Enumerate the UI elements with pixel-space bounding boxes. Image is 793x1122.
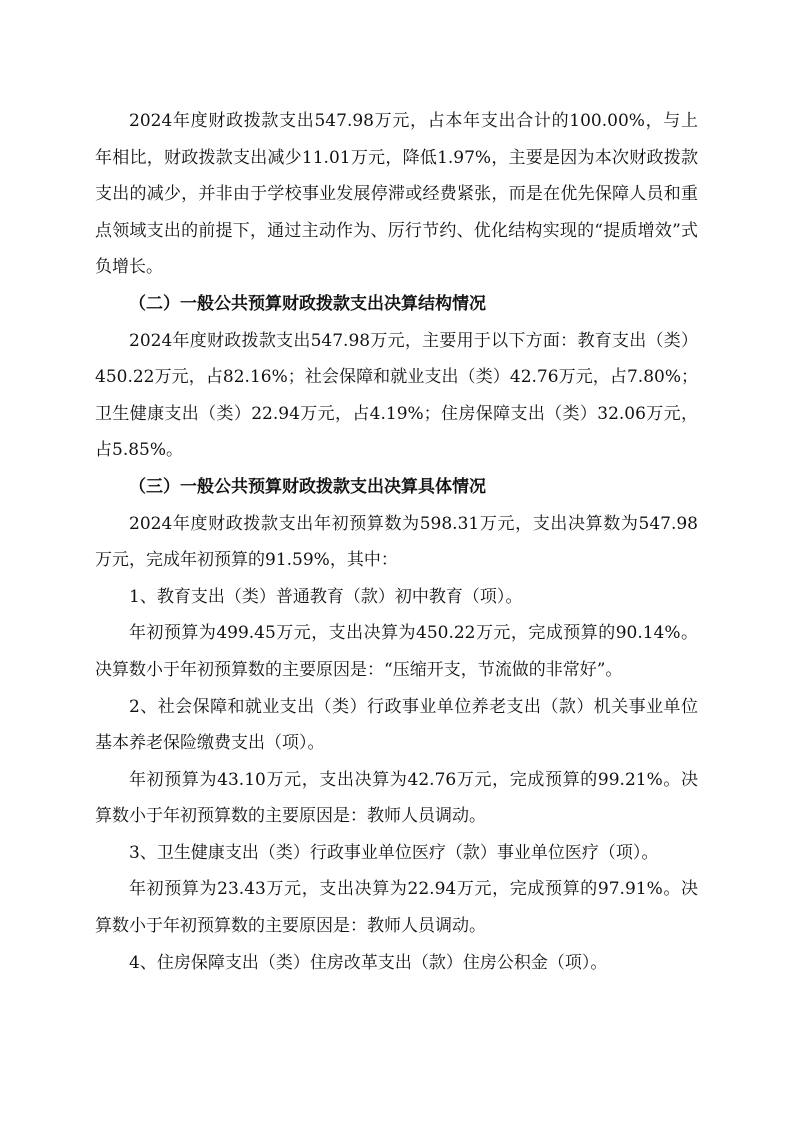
item-3-detail: 年初预算为23.43万元，支出决算为22.94万元，完成预算的97.91%。决算数小于年初预算数的主要原因是：教师人员调动。 [95, 879, 698, 937]
item-1-detail: 年初预算为499.45万元，支出决算为450.22万元，完成预算的90.14%。决算数小于年初预算数的主要原因是：“压缩开支，节流做的非常好”。 [95, 623, 698, 680]
para-total-expenditure: 2024年度财政拨款支出547.98万元，占本年支出合计的100.00%，与上年相比，财政拨款支出减少11.01万元，降低1.97%，主要是因为本次财政拨款支出的减少，并非由于学校事业发展停滞或经费紧张，而是在优先保障人员和重点领域支出的前提下，通过主动作为、厉行节约、优化结构实现的“提质增效”式负增长。 [95, 111, 698, 278]
para-structure: 2024年度财政拨款支出547.98万元，主要用于以下方面：教育支出（类）450.22万元，占82.16%；社会保障和就业支出（类）42.76万元，占7.80%；卫生健康支出（类）22.94万元，占4.19%；住房保障支出（类）32.06万元，占5.85%。 [95, 330, 698, 461]
item-3-title: 3、卫生健康支出（类）行政事业单位医疗（款）事业单位医疗（项）。 [129, 842, 659, 863]
item-4-title: 4、住房保障支出（类）住房改革支出（款）住房公积金（项）。 [129, 952, 608, 973]
item-1-title: 1、教育支出（类）普通教育（款）初中教育（项）。 [129, 586, 523, 607]
heading-details: （三）一般公共预算财政拨款支出决算具体情况 [129, 476, 486, 497]
para-details-intro: 2024年度财政拨款支出年初预算数为598.31万元，支出决算数为547.98万元，完成年初预算的91.59%，其中： [95, 513, 698, 571]
heading-structure: （二）一般公共预算财政拨款支出决算结构情况 [129, 293, 486, 314]
document-page [95, 103, 698, 981]
item-2-title: 2、社会保障和就业支出（类）行政事业单位养老支出（款）机关事业单位基本养老保险缴费支出（项）。 [95, 696, 698, 754]
item-2-detail: 年初预算为43.10万元，支出决算为42.76万元，完成预算的99.21%。决算数小于年初预算数的主要原因是：教师人员调动。 [95, 769, 698, 827]
